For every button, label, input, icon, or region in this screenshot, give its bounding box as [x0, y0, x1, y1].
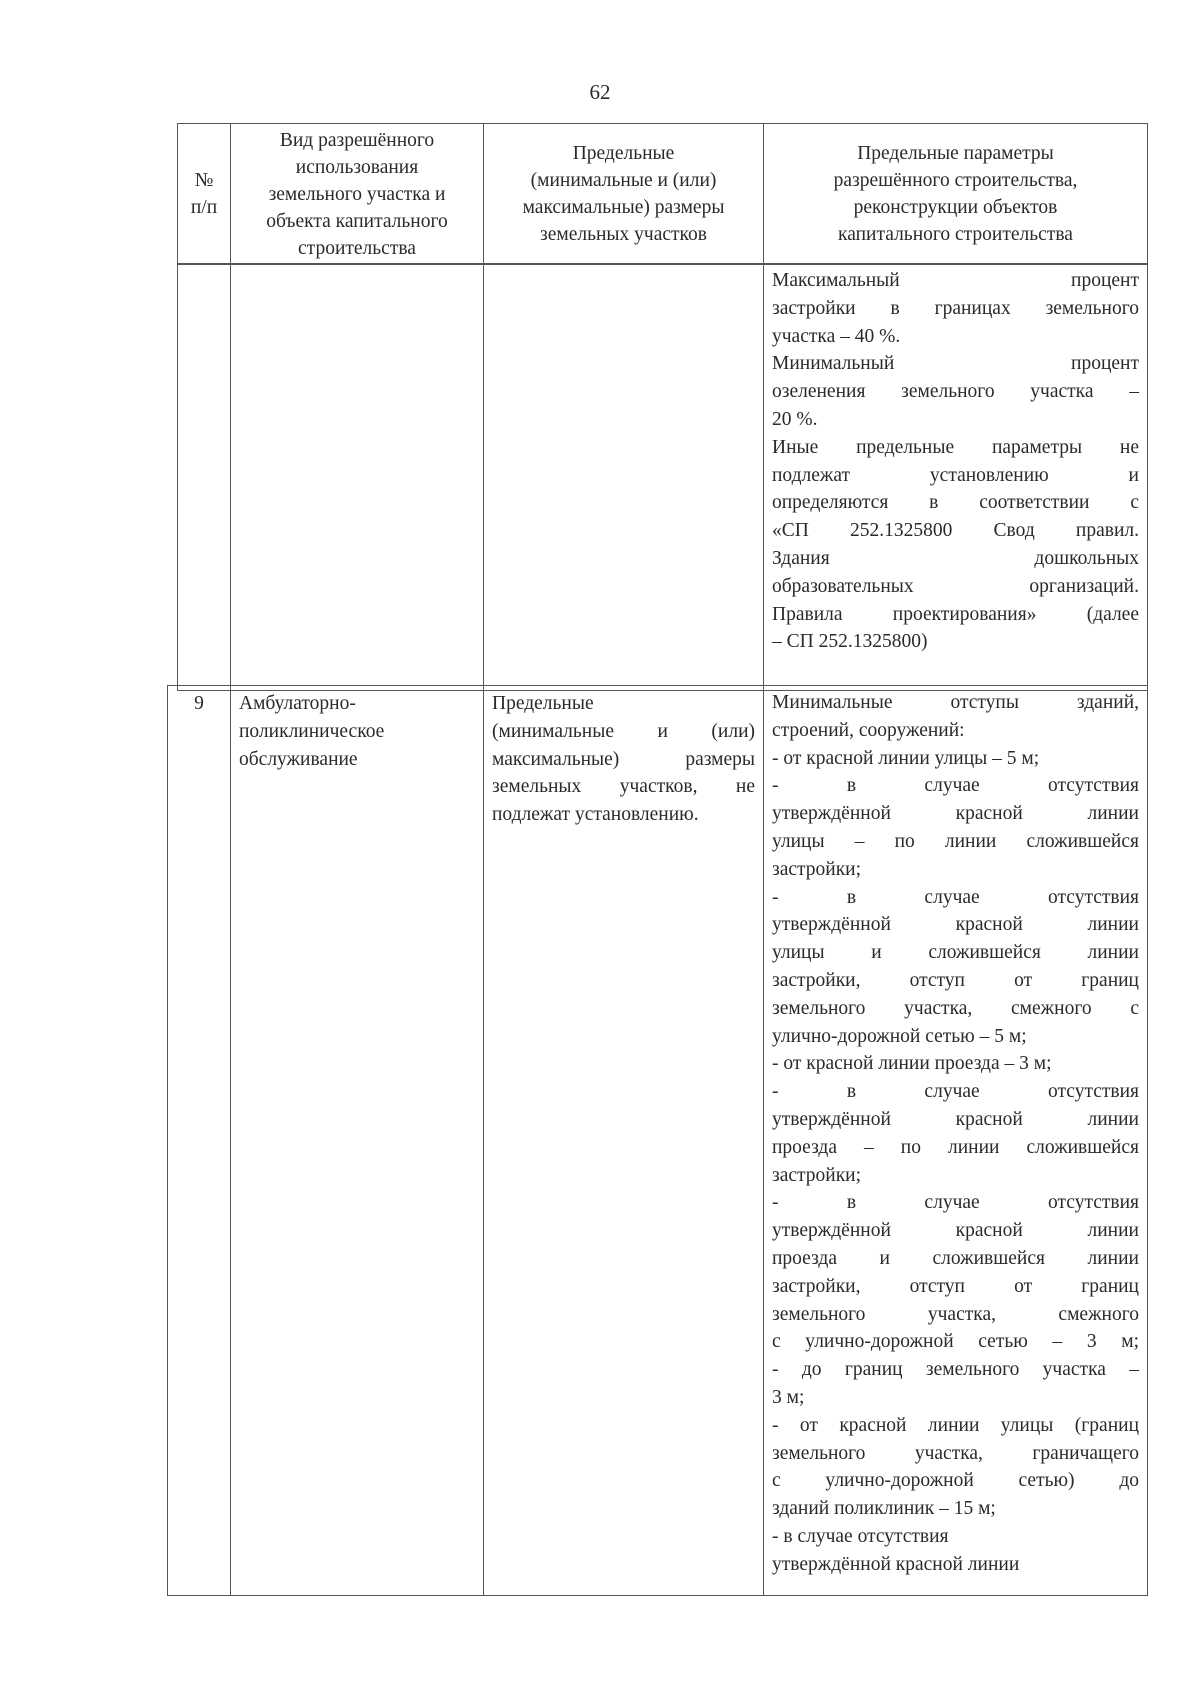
text-line: Иные предельные параметры не [772, 436, 1139, 458]
text-line: утверждённой красной линии [772, 914, 1139, 936]
text-line: земельных участков [540, 224, 707, 245]
text-line: разрешённого строительства, [833, 170, 1078, 191]
text-line: Предельные [492, 693, 594, 714]
text-line: Минимальный процент [772, 353, 1139, 375]
text-line: 20 %. [772, 408, 818, 430]
text-line: утверждённой красной линии [772, 803, 1139, 825]
text-line: застройки в границах земельного [772, 297, 1139, 319]
page-number: 62 [589, 80, 611, 104]
text-line: Здания дошкольных [772, 547, 1139, 569]
text-line: - в случае отсутствия [772, 1525, 949, 1547]
text-line: обслуживание [239, 748, 358, 770]
text-line: Минимальные отступы зданий, [772, 692, 1139, 713]
text-line: Предельные параметры [857, 143, 1054, 164]
text-line: с улично-дорожной сетью) до [772, 1470, 1139, 1492]
text-line: Амбулаторно- [239, 693, 356, 714]
cell-plot-sizes [484, 264, 764, 691]
table-header [177, 123, 1148, 265]
text-line: подлежат установлению и [772, 464, 1139, 486]
text-line: максимальные) размеры [522, 197, 725, 218]
text-line: - от красной линии улицы (границ [772, 1414, 1139, 1436]
text-line: проезда – по линии сложившейся [772, 1136, 1139, 1158]
text-line: - в случае отсутствия [772, 775, 1139, 797]
header-number [178, 124, 231, 265]
text-line: улицы и сложившейся линии [772, 942, 1139, 964]
text-line: капитального строительства [838, 224, 1073, 245]
text-line: определяются в соответствии с [772, 492, 1139, 514]
text-line: «СП 252.1325800 Свод правил. [772, 520, 1139, 542]
text-line: с улично-дорожной сетью – 3 м; [772, 1331, 1139, 1353]
text-line: земельных участков, не [492, 776, 755, 798]
header-parameters [764, 124, 1148, 265]
text-line: земельного участка, смежного с [772, 997, 1139, 1019]
text-line: земельного участка, граничащего [772, 1442, 1139, 1464]
text-line: утверждённой красной линии [772, 1553, 1020, 1575]
text-line: строений, сооружений: [772, 719, 965, 741]
text-line: Правила проектирования» (далее [772, 603, 1139, 625]
text-line: № [194, 170, 214, 191]
text-line: Предельные [572, 143, 675, 164]
text-line: участка – 40 %. [772, 325, 901, 347]
text-line: земельного участка, смежного [772, 1303, 1139, 1325]
header-plot-sizes [484, 124, 764, 265]
text-line: образовательных организаций. [772, 575, 1139, 597]
table-row-9 [167, 685, 1148, 1596]
text-line: - от красной линии улицы – 5 м; [772, 747, 1040, 769]
table-row [168, 686, 1148, 1596]
cell-parameters [764, 686, 1148, 1596]
cell-use-type [231, 264, 484, 691]
text-line: улицы – по линии сложившейся [772, 830, 1139, 852]
cell-plot-sizes [484, 686, 764, 1596]
text-line: – СП 252.1325800) [772, 631, 928, 653]
table-continued-row [177, 263, 1148, 691]
text-line: - от красной линии проезда – 3 м; [772, 1053, 1052, 1075]
header-row [178, 124, 1148, 265]
text-line: объекта капитального [266, 210, 448, 232]
text-line: максимальные) размеры [492, 748, 755, 770]
text-line: (минимальные и (или) [492, 720, 755, 742]
text-line: земельного участка и [268, 183, 446, 205]
text-line: реконструкции объектов [853, 197, 1058, 218]
text-line: Вид разрешённого [279, 129, 435, 151]
text-line: застройки, отступ от границ [772, 969, 1139, 991]
text-line: Максимальный процент [772, 270, 1139, 291]
text-line: зданий поликлиник – 15 м; [772, 1498, 996, 1520]
text-line: застройки; [772, 1164, 862, 1186]
text-line: 3 м; [772, 1386, 805, 1408]
table-row [178, 264, 1148, 691]
text-line: - в случае отсутствия [772, 1081, 1139, 1103]
text-line: - в случае отсутствия [772, 1192, 1139, 1214]
text-line: подлежат установлению. [492, 804, 699, 826]
text-line: застройки, отступ от границ [772, 1275, 1139, 1297]
text-line: улично-дорожной сетью – 5 м; [772, 1025, 1027, 1047]
text-line: (минимальные и (или) [530, 170, 717, 191]
text-line: поликлиническое [239, 720, 385, 742]
text-line: утверждённой красной линии [772, 1108, 1139, 1130]
cell-number [178, 264, 231, 691]
text-line: - до границ земельного участка – [772, 1359, 1139, 1381]
cell-number: 9 [168, 686, 231, 1596]
text-line: использования [295, 156, 419, 178]
text-line: п/п [190, 197, 218, 218]
text-line: - в случае отсутствия [772, 886, 1139, 908]
text-line: строительства [298, 237, 416, 259]
text-line: застройки; [772, 858, 862, 880]
cell-parameters [764, 264, 1148, 691]
cell-use-type [231, 686, 484, 1596]
text-line: озеленения земельного участка – [772, 381, 1139, 403]
text-line: утверждённой красной линии [772, 1220, 1139, 1242]
text-line: проезда и сложившейся линии [772, 1247, 1139, 1269]
header-use-type [231, 124, 484, 265]
